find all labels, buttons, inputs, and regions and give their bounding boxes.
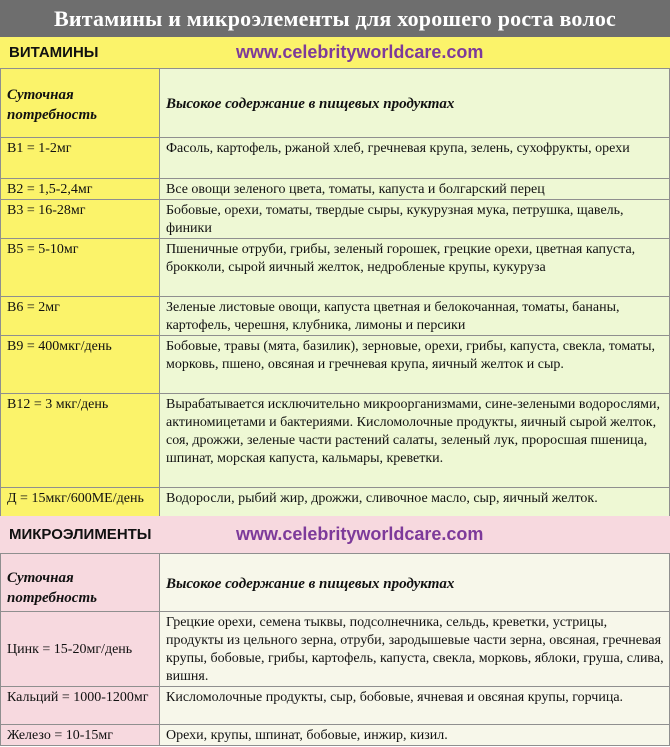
table-row [1,179,670,200]
table-row [1,336,670,394]
page-title: Витамины и микроэлементы для хорошего роста волос [0,0,670,37]
micro-section-label: МИКРОЭЛИМЕНТЫ [9,526,152,543]
vitamin-need-b3: В3 = 16-28мг [1,200,160,239]
vitamin-need-b6: В6 = 2мг [1,297,160,336]
vitamin-foods-b3: Бобовые, орехи, томаты, твердые сыры, кукурузная мука, петрушка, щавель, финики [160,200,670,239]
vitamin-need-b5: В5 = 5-10мг [1,239,160,297]
mineral-need-calcium: Кальций = 1000-1200мг [1,687,160,725]
table-row [1,297,670,336]
vitamins-section-label: ВИТАМИНЫ [9,44,99,61]
vitamin-foods-b1: Фасоль, картофель, ржаной хлеб, гречневая крупа, зелень, сухофрукты, орехи [160,138,670,179]
table-row [1,138,670,179]
mineral-foods-zinc: Грецкие орехи, семена тыквы, подсолнечника, сельдь, креветки, устрицы, продукты из цельного зерна, отруби, зародышевые части зерна, овсяная, гречневая крупы, бобовые, грибы, картофель, капуста, свекла, морковь, яблоки, груша, слива, вишня. [160,612,670,687]
vitamin-foods-b6: Зеленые листовые овощи, капуста цветная и белокочанная, томаты, бананы, картофель, черешня, клубника, лимоны и персики [160,297,670,336]
vitamins-table [0,68,670,526]
vitamin-need-b1: В1 = 1-2мг [1,138,160,179]
vitamins-header-row [1,69,670,138]
micro-header-row [1,554,670,612]
mineral-need-iron: Железо = 10-15мг [1,725,160,746]
vitamin-need-b12: В12 = 3 мкг/день [1,394,160,488]
mineral-foods-calcium: Кисломолочные продукты, сыр, бобовые, ячневая и овсяная крупы, горчица. [160,687,670,725]
mineral-foods-iron: Орехи, крупы, шпинат, бобовые, инжир, кизил. [160,725,670,746]
table-row [1,200,670,239]
vitamins-section-url: www.celebrityworldcare.com [236,42,484,62]
micro-col-foods-header: Высокое содержание в пищевых продуктах [160,554,670,612]
vitamin-need-b2: В2 = 1,5-2,4мг [1,179,160,200]
table-row [1,239,670,297]
mineral-need-zinc: Цинк = 15-20мг/день [1,612,160,687]
micro-table [0,553,670,746]
table-row [1,612,670,687]
vitamin-foods-b2: Все овощи зеленого цвета, томаты, капуста и болгарский перец [160,179,670,200]
vitamin-need-d: Д = 15мкг/600МЕ/день [1,488,160,526]
micro-section-header [0,516,670,554]
vitamin-need-b9: В9 = 400мкг/день [1,336,160,394]
micro-col-need-header: Суточная потребность [1,554,160,612]
table-row [1,394,670,488]
vitamin-foods-b12: Вырабатывается исключительно микроорганизмами, сине-зелеными водорослями, актиномицетами и бактериями. Кисломолочные продукты, яичный сырой желток, соя, дрожжи, зеленые части растений салаты, зеленый лук, проросшая пшеница, шпинат, морская капуста, кальмары, креветки. [160,394,670,488]
vitamin-foods-b5: Пшеничные отруби, грибы, зеленый горошек, грецкие орехи, цветная капуста, брокколи, сырой яичный желток, недробленые крупы, кукуруза [160,239,670,297]
vitamins-col-foods-header: Высокое содержание в пищевых продуктах [160,69,670,138]
vitamin-foods-b9: Бобовые, травы (мята, базилик), зерновые, орехи, грибы, капуста, свекла, томаты, морковь, пшено, овсяная и гречневая крупа, яичный желток и сыр. [160,336,670,394]
micro-section-url: www.celebrityworldcare.com [236,524,484,544]
table-row [1,687,670,725]
table-row [1,725,670,746]
vitamins-col-need-header: Суточная потребность [1,69,160,138]
vitamins-section-header [0,37,670,69]
vitamin-foods-d: Водоросли, рыбий жир, дрожжи, сливочное масло, сыр, яичный желток. [160,488,670,526]
